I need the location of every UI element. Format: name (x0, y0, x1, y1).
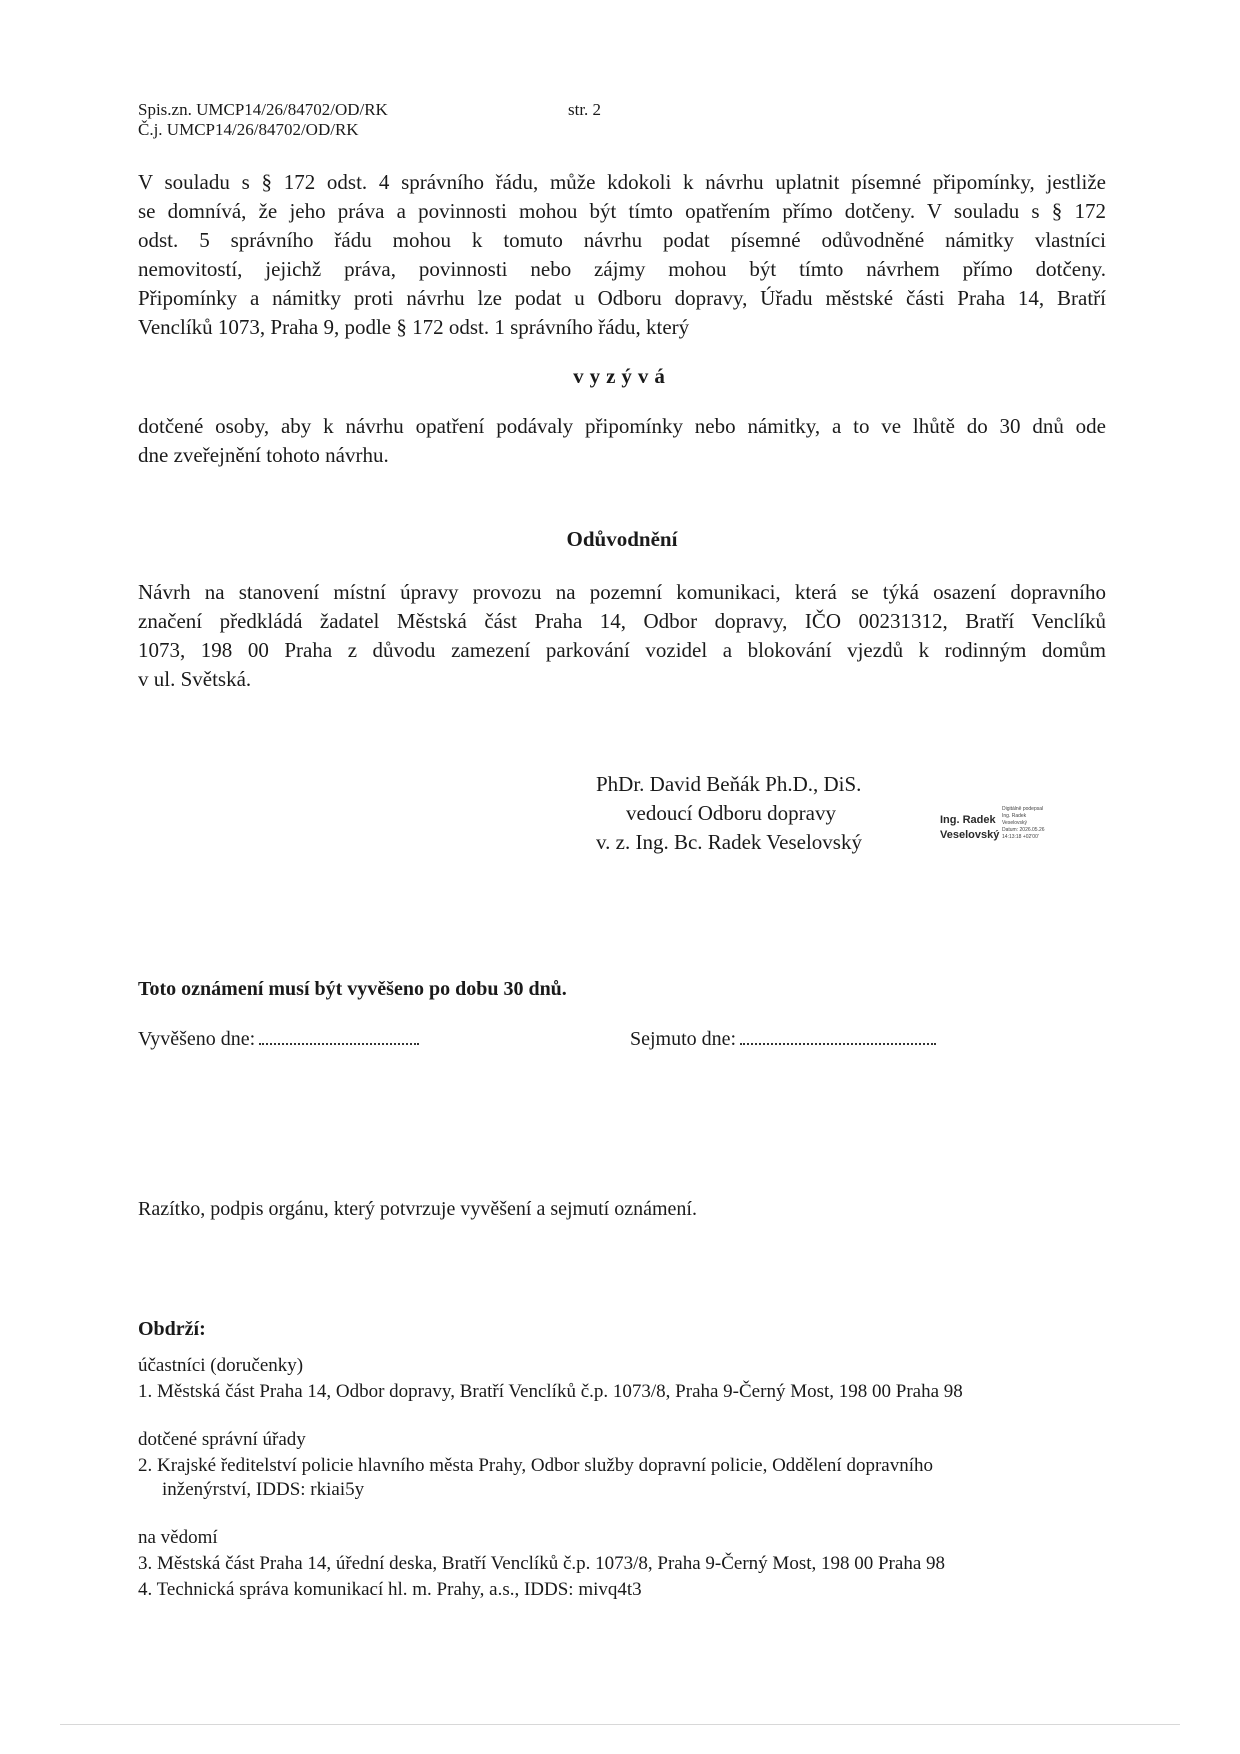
invite-paragraph (138, 412, 1106, 470)
posted-date-label: Vyvěšeno dne: (138, 1028, 256, 1050)
reasoning-line: Návrh na stanovení místní úpravy provozu na pozemní komunikaci, která se týká osazení dopravního (138, 580, 1106, 604)
intro-paragraph (138, 168, 1106, 342)
digital-signature-detail: Datum: 2026.05.26 (1002, 827, 1045, 833)
footer-divider (60, 1724, 1180, 1725)
recipient-item: 4. Technická správa komunikací hl. m. Prahy, a.s., IDDS: mivq4t3 (138, 1579, 642, 1600)
recipients-heading: Obdrží: (138, 1318, 206, 1340)
recipient-item-continuation: inženýrství, IDDS: rkiai5y (162, 1479, 365, 1500)
intro-line: se domnívá, že jeho práva a povinnosti mohou být tímto opatřením přímo dotčeny. V souladu s § 172 (138, 199, 1106, 223)
reasoning-line: 1073, 198 00 Praha z důvodu zamezení parkování vozidel a blokování vjezdů k rodinným domům (138, 638, 1106, 662)
posted-date-field (138, 1028, 419, 1051)
intro-line: odst. 5 správního řádu mohou k tomuto návrhu podat písemné odůvodněné námitky vlastníci (138, 228, 1106, 252)
digital-signature-detail: Veselovský (1002, 820, 1028, 826)
digital-signature-name-line: Veselovský (940, 829, 1000, 841)
reasoning-line: v ul. Světská. (138, 667, 252, 691)
signatory-name: PhDr. David Beňák Ph.D., DiS. (596, 772, 862, 796)
removed-date-label: Sejmuto dne: (630, 1028, 737, 1050)
invite-line: dne zveřejnění tohoto návrhu. (138, 443, 389, 467)
signatory-proxy: v. z. Ing. Bc. Radek Veselovský (596, 830, 862, 854)
intro-line: Venclíků 1073, Praha 9, podle § 172 odst. 1 správního řádu, který (138, 315, 690, 339)
file-reference: Spis.zn. UMCP14/26/84702/OD/RK (138, 100, 388, 119)
digital-signature-stamp (940, 800, 1062, 848)
page-number: str. 2 (568, 100, 602, 119)
removed-date-field (630, 1028, 936, 1051)
recipient-group-label: dotčené správní úřady (138, 1429, 306, 1450)
recipient-item: 2. Krajské ředitelství policie hlavního města Prahy, Odbor služby dopravní policie, Oddělení dopravního (138, 1455, 934, 1476)
reasoning-paragraph (138, 578, 1106, 694)
invite-line: dotčené osoby, aby k návrhu opatření podávaly připomínky nebo námitky, a to ve lhůtě do 30 dnů ode (138, 414, 1106, 438)
removed-date-blank (740, 1029, 936, 1045)
signatory-role: vedoucí Odboru dopravy (626, 801, 836, 825)
reasoning-line: značení předkládá žadatel Městská část Praha 14, Odbor dopravy, IČO 00231312, Bratří Venclíků (138, 609, 1106, 633)
digital-signature-detail: Ing. Radek (1002, 813, 1027, 819)
intro-line: Připomínky a námitky proti návrhu lze podat u Odboru dopravy, Úřadu městské části Praha 14, Bratří (138, 286, 1106, 310)
reasoning-heading: Odůvodnění (566, 527, 678, 551)
digital-signature-name-line: Ing. Radek (940, 814, 996, 826)
stamp-instruction: Razítko, podpis orgánu, který potvrzuje vyvěšení a sejmutí oznámení. (138, 1198, 697, 1220)
invite-heading: vyzývá (573, 364, 671, 388)
digital-signature-detail: 14:13:18 +02'00' (1002, 834, 1039, 840)
case-reference: Č.j. UMCP14/26/84702/OD/RK (138, 120, 359, 139)
posting-duration-notice: Toto oznámení musí být vyvěšeno po dobu 30 dnů. (138, 978, 567, 1000)
recipient-item: 1. Městská část Praha 14, Odbor dopravy, Bratří Venclíků č.p. 1073/8, Praha 9-Černý Most, 198 00 Praha 98 (138, 1381, 963, 1402)
digital-signature-detail: Digitálně podepsal (1002, 806, 1044, 812)
posted-date-blank (259, 1029, 419, 1045)
recipient-group-label: na vědomí (138, 1527, 218, 1548)
recipient-item: 3. Městská část Praha 14, úřední deska, Bratří Venclíků č.p. 1073/8, Praha 9-Černý Most, 198 00 Praha 98 (138, 1553, 945, 1574)
intro-line: V souladu s § 172 odst. 4 správního řádu, může kdokoli k návrhu uplatnit písemné připomínky, jestliže (138, 170, 1106, 194)
recipient-group-label: účastníci (doručenky) (138, 1355, 304, 1376)
intro-line: nemovitostí, jejichž práva, povinnosti nebo zájmy mohou být tímto návrhem přímo dotčeny. (138, 257, 1106, 281)
